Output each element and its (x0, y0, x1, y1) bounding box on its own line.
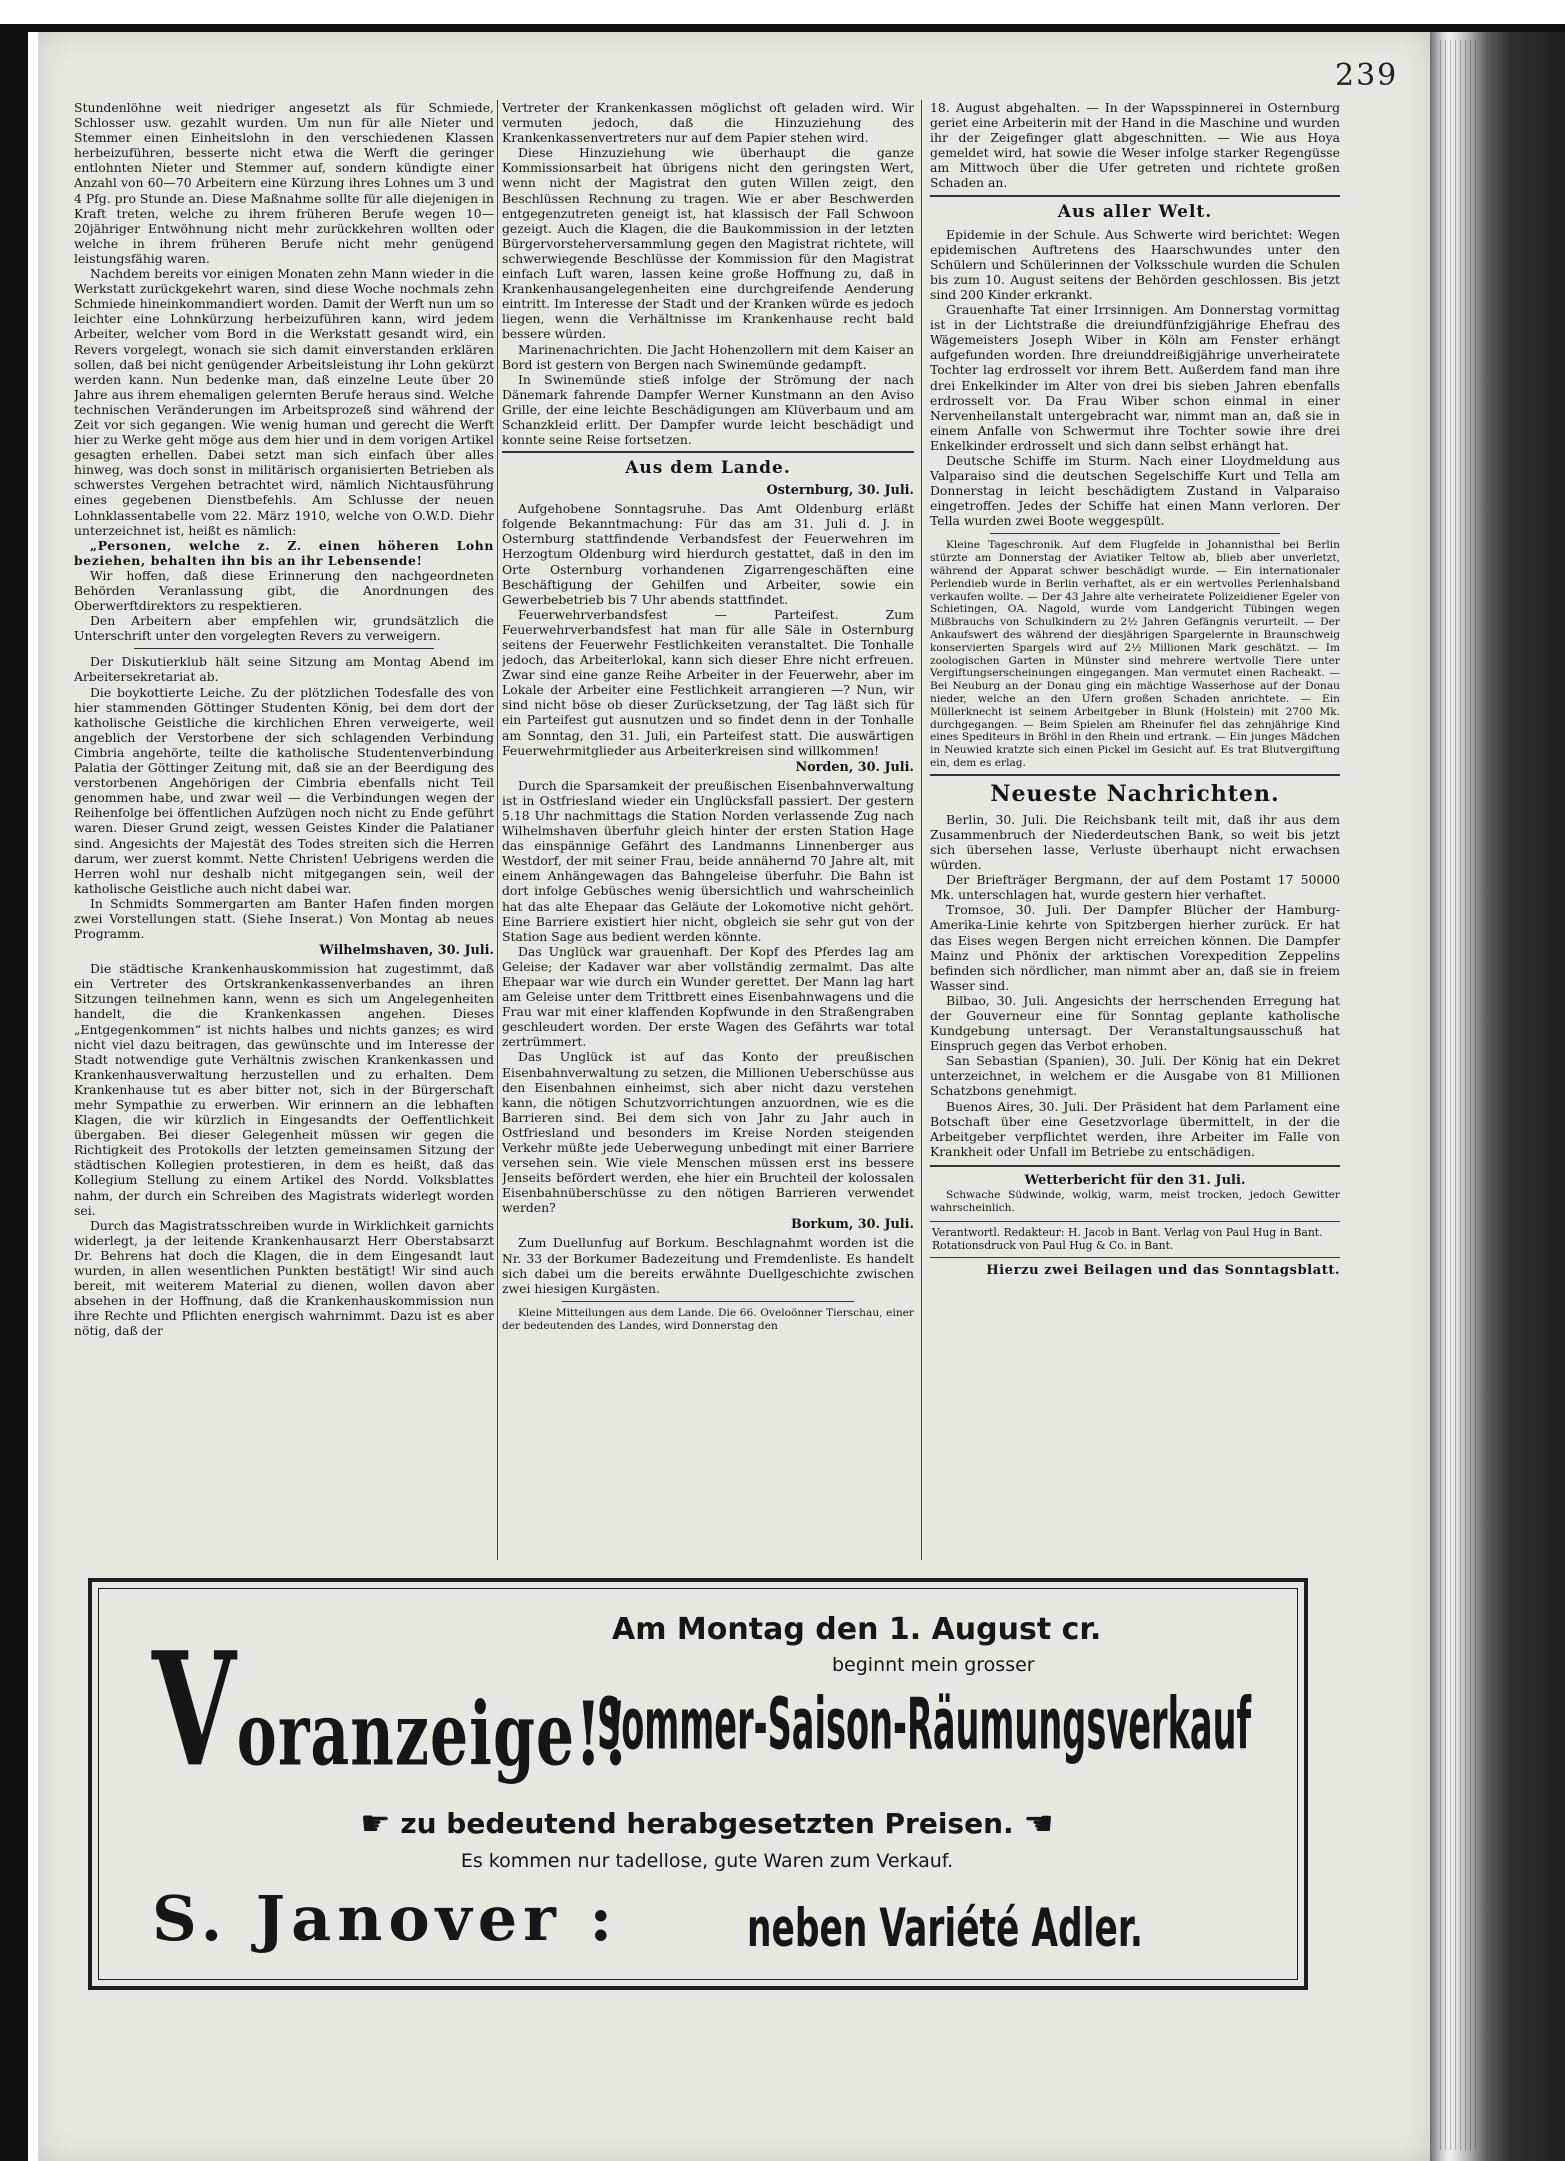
article-paragraph: Wir hoffen, daß diese Erinnerung den nachgeordneten Behörden Veranlassung gibt, die Anordnungen des Oberwerftdirektors zu respektieren. (74, 567, 494, 614)
separator (562, 1301, 854, 1302)
article-quote: „Personen, welche z. Z. einen höheren Lohn beziehen, behalten ihn bis an ihr Lebensende! (74, 537, 494, 568)
imprint: Verantwortl. Redakteur: H. Jacob in Bant. Verlag von Paul Hug in Bant. Rotationsdruck von Paul Hug & Co. in Bant. (930, 1221, 1340, 1258)
ad-colon: : (589, 1882, 613, 1955)
article-paragraph: In Schmidts Sommergarten am Banter Hafen finden morgen zwei Vorstellungen statt. (Siehe Inserat.) Von Montag ab neues Programm. (74, 895, 494, 942)
supplement-note: Hierzu zwei Beilagen und das Sonntagsblatt. (986, 1262, 1340, 1278)
ad-sale-title: Sommer-Saison-Räumungsverkauf (597, 1682, 1252, 1766)
dateline: Borkum, 30. Juli. (791, 1217, 914, 1233)
dateline: Wilhelmshaven, 30. Juli. (319, 943, 494, 959)
ad-prices-text: zu bedeutend herabgesetzten Preisen. (400, 1807, 1014, 1840)
article-paragraph: Das Unglück war grauenhaft. Der Kopf des Pferdes lag am Geleise; der Kadaver war aber vollständig zermalmt. Das alte Ehepaar war wie durch ein Wunder gerettet. Der Mann lag hart am Geleise unter dem Trittbrett eines Eisenbahnwagens und die Frau war mit einer klaffenden Kopfwunde in den Straßengraben geschleudert worden. Der erste Wagen des Gefährts war total zertrümmert. (502, 943, 914, 1050)
article-paragraph: Das Unglück ist auf das Konto der preußischen Eisenbahnverwaltung zu setzen, die Millionen Ueberschüsse aus den Eisenbahnen einheimst, sich aber nicht dazu verstehen kann, die nötigen Schutzvorrichtungen anzuordnen, wie es die Barrieren sind. Bei dem sich von Jahr zu Jahr auch in Ostfriesland und besonders im Kreise Norden steigenden Verkehr müßte jede Ueberwegung unbedingt mit einer Barriere versehen sein. Wie viele Menschen müssen erst ins bessere Jenseits befördert werden, ehe hier ein Bruchteil der kolossalen Eisenbahnüberschüsse zu den nötigen Barrieren verwendet werden? (502, 1049, 914, 1216)
article-paragraph: Den Arbeitern aber empfehlen wir, grundsätzlich die Unterschrift unter den vorgelegten Revers zu verweigern. (74, 613, 494, 644)
ad-location: neben Variété Adler. (747, 1897, 1143, 1959)
article-paragraph: Vertreter der Krankenkassen möglichst oft geladen wird. Wir vermuten jedoch, daß die Hinzuziehung des Krankenkassenvertreters nur auf dem Papier stehen wird. (502, 100, 914, 146)
article-paragraph: Grauenhafte Tat einer Irrsinnigen. Am Donnerstag vormittag ist in der Lichtstraße die dreiundfünfzigjährige Ehefrau des Wägemeisters Joseph Wiber in Köln am Fenster erhängt aufgefunden worden. Ihre dreiunddreißigjährige unverheiratete Tochter lag erdrosselt vor ihrem Bett. Außerdem fand man ihre drei Enkelkinder im Alter von drei bis sieben Jahren ebenfalls erdrosselt vor. Da Frau Wiber schon einmal in einer Nervenheilanstalt untergebracht war, nimmt man an, daß sie in einem Anfalle von Schwermut ihre Tochter sowie ihre drei Enkelkinder erdrosselt und sich dann selbst erhängt hat. (930, 302, 1340, 453)
article-paragraph: In Swinemünde stieß infolge der Strömung der nach Dänemark fahrende Dampfer Werner Kunstmann an den Aviso Grille, der eine leichte Beschädigungen am Klüverbaum und am Schanzkleid erlitt. Der Dampfer wurde leicht beschädigt und konnte seine Reise fortsetzen. (502, 371, 914, 448)
ad-headline-rest: oranzeige!! (236, 1684, 630, 1787)
article-paragraph: Deutsche Schiffe im Sturm. Nach einer Lloydmeldung aus Valparaiso sind die deutschen Segelschiffe Kurt und Tella am Donnerstag in leicht beschädigtem Zustand in Valparaiso eingetroffen. Jedes der Schiffe hat einen Mann verloren. Der Tella wurden zwei Boote weggespült. (930, 452, 1340, 529)
ad-company (152, 1882, 612, 1955)
separator (134, 648, 434, 649)
advertisement (88, 1578, 1308, 1990)
column-2 (502, 100, 914, 1560)
article-paragraph: Diese Hinzuziehung wie überhaupt die ganze Kommissionsarbeit hat übrigens nicht den geringsten Wert, wenn nicht der Magistrat den guten Willen zeigt, den Beschlüssen Rechnung zu tragen. Wie er aber Beschwerden entgegenzutreten geneigt ist, hat klassisch der Fall Schwoon gezeigt. Auch die Klagen, die die Baukommission in der letzten Bürgervorsteherversammlung gegen den Magistrat richtete, will schwerwiegende Beschlüsse der Kommission für den Magistrat einfach Luft waren, lassen keine große Hoffnung zu, daß in Krankenhausangelegenheiten eine durchgreifende Aenderung eintritt. Im Interesse der Stadt und der Kranken würde es jedoch liegen, wenn die Verhältnisse im Krankenhause recht bald bessere würden. (502, 145, 914, 342)
ad-company-name: S. Janover (152, 1882, 562, 1955)
section-heading: Aus dem Lande. (502, 451, 914, 479)
article-paragraph: Zum Duellunfug auf Borkum. Beschlagnahmt worden ist die Nr. 33 der Borkumer Badezeitung und Fremdenliste. Es handelt sich dabei um die bereits erwähnte Duellgeschichte zwischen zwei hiesigen Kurgästen. (502, 1235, 914, 1296)
news-item: Tromsoe, 30. Juli. Der Dampfer Blücher der Hamburg-Amerika-Linie kehrte von Spitzbergen hierher zurück. Er hat das Eises wegen Bergen nicht erreichen können. Die Dampfer Mainz und Phönix der arktischen Vorexpedition Zeppelins befinden sich nördlicher, man nimmt aber an, daß sie in freiem Wasser sind. (930, 902, 1340, 993)
article-paragraph: Durch die Sparsamkeit der preußischen Eisenbahnverwaltung ist in Ostfriesland wieder ein Unglücksfall passiert. Der gestern 5.18 Uhr nachmittags die Station Norden verlassende Zug nach Wilhelmshaven überfuhr gleich hinter der ersten Station Hage das einspännige Gefährt des Landmanns Linnenberger aus Westdorf, der mit seiner Frau, beide annähernd 70 Jahre alt, mit einem Anhängewagen das Bahngeleise überfuhr. Die Bahn ist dort infolge Gebüsches wenig übersichtlich und wahrscheinlich hat das alte Ehepaar das Geläute der Lokomotive nicht gehört. Eine Barriere existiert hier nicht, obgleich sie sehr gut von der Station Sage aus bedient werden könnte. (502, 777, 914, 944)
weather-text: Schwache Südwinde, wolkig, warm, meist trocken, jedoch Gewitter wahrscheinlich. (930, 1188, 1340, 1214)
column-1 (74, 100, 494, 1560)
column-rule-2 (921, 100, 922, 1560)
pointing-hand-icon: ☛ (360, 1804, 391, 1844)
scan-frame-top (0, 24, 1565, 32)
article-paragraph: Stundenlöhne weit niedriger angesetzt als für Schmiede, Schlosser usw. gezahlt wurden. Um nun für alle Nieter und Stemmer einen Einheitslohn in den verschiedenen Klassen herbeizuführen, besserte nicht etwa die Werft die geringer entlohnten Nieter und Stemmer auf, sondern kündigte einer Anzahl von 60—70 Arbeitern eine Kürzung ihres Lohnes um 3 und 4 Pfg. pro Stunde an. Diese Maßnahme sollte für alle diejenigen in Kraft treten, welche zu ihrem früheren Berufe wegen 10—20jähriger Entwöhnung nicht mehr zurückkehren wollten oder welche in ihrem früheren Berufe nicht mehr genügend leistungsfähig waren. (74, 100, 494, 266)
page-number: 239 (1335, 58, 1399, 93)
dateline: Osternburg, 30. Juli. (766, 483, 914, 499)
section-heading: Aus aller Welt. (930, 195, 1340, 223)
article-paragraph: Feuerwehrverbandsfest — Parteifest. Zum Feuerwehrverbandsfest hat man für alle Säle in Osternburg seitens der Feuerwehr Festlichkeiten veranstaltet. Die Tonhalle jedoch, das Arbeiterlokal, kann sich dieser Ehre nicht erfreuen. Zwar sind eine ganze Reihe Arbeiter in der Feuerwehr, aber im Lokale der Arbeiter eine Festlichkeit arrangieren —? Nun, wir sind nicht böse ob dieser Zurücksetzung, der Tag läßt sich für ein Parteifest gut ausnutzen und so findet denn in der Tonhalle am Sonntag, den 31. Juli, ein Parteifest statt. Die auswärtigen Feuerwehrmitglieder aus Arbeiterkreisen sind willkommen! (502, 606, 914, 758)
article-paragraph: Die städtische Krankenhauskommission hat zugestimmt, daß ein Vertreter des Ortskrankenkassenverbandes an ihren Sitzungen teilnehmen kann, wenn es sich um Angelegenheiten handelt, die die Krankenkassen angehen. Dieses „Entgegenkommen“ ist nichts halbes und nichts ganzes; es wird nicht viel dazu beitragen, das gewünschte und im Interesse der Stadt notwendige gute Verhältnis zwischen Krankenkassen und Krankenhausverwaltung herzustellen und zu erhalten. Dem Krankenhause tut es aber bitter not, sich in der Bürgerschaft mehr Sympathie zu erwerben. Wir erinnern an die lebhaften Klagen, die wir kürzlich in Eingesandts der Oeffentlichkeit übergaben. Bei dieser Gelegenheit müssen wir gegen die Richtigkeit des Protokolls der letzten gemeinsamen Sitzung der städtischen Kollegien protestieren, in dem es heißt, daß das Kollegium Stellung zu einem Artikel des Nordd. Volksblattes nahm, der durch ein Schreiben des Magistrats widerlegt worden sei. (74, 961, 494, 1218)
small-chronicle: Kleine Tageschronik. Auf dem Flugfelde in Johannisthal bei Berlin stürzte am Donnerstag der Aviatiker Teltow ab, blieb aber unverletzt, während der Apparat schwer beschädigt wurde. — Ein internationaler Perlendieb wurde in Berlin verhaftet, als er ein wertvolles Perlenhalsband verkaufen wollte. — Der 43 Jahre alte verheiratete Polizeidiener Egeler von Schietingen, OA. Nagold, wurde vom Landgericht Tübingen wegen Mißbrauchs von Schulkindern zu 2½ Jahren Gefängnis verurteilt. — Der Ankaufswert des während der diesjährigen Spargelernte in Braunschweig konservierten Spargels wird auf 2½ Millionen Mark geschätzt. — Im zoologischen Garten in Münster sind mehrere wertvolle Tiere unter Vergiftungserscheinungen eingegangen. Man vermutet einen Racheakt. — Bei Neuburg an der Donau ging ein mächtige Wasserhose auf der Donau nieder, welche an den Ufern großen Schaden anrichtete. — Ein Müllerknecht ist seinem Arbeitgeber in Blunk (Holstein) mit 2700 Mk. durchgegangen. — Beim Spielen am Rheinufer fiel das zehnjährige Kind eines Spediteurs in Bröhl in den Rhein und ertrank. — Ein junges Mädchen in Neuwied kratzte sich einen Pickel im Gesicht auf. Es trat Blutvergiftung ein, dem es erlag. (930, 539, 1340, 769)
article-paragraph: Marinenachrichten. Die Jacht Hohenzollern mit dem Kaiser an Bord ist gestern von Bergen nach Swinemünde gedampft. (502, 341, 914, 372)
separator (990, 533, 1280, 534)
article-paragraph: Epidemie in der Schule. Aus Schwerte wird berichtet: Wegen epidemischen Auftretens des Haarschwundes unter den Schülern und Schülerinnen der Volksschule wurden die Schulen bis zum 10. August seitens der Behörden geschlossen. Bis jetzt sind 200 Kinder erkrankt. (930, 226, 1340, 302)
ad-date-line: Am Montag den 1. August cr. (612, 1612, 1102, 1647)
ad-headline-initial: V (152, 1619, 237, 1803)
article-paragraph: Aufgehobene Sonntagsruhe. Das Amt Oldenburg erläßt folgende Bekanntmachung: Für das am 31. Juli d. J. in Osternburg stattfindende Verbandsfest der Feuerwehren im Herzogtum Oldenburg wird hierdurch gestattet, daß in den im Orte Osternburg vorhandenen Zigarrengeschäften eine Beschäftigung der Gehilfen und Arbeiter, sowie ein Gewerbebetrieb bis 7 Uhr abends stattfindet. (502, 501, 914, 607)
article-paragraph: 18. August abgehalten. — In der Wapsspinnerei in Osternburg geriet eine Arbeiterin mit der Hand in die Maschine und wurden ihr der Zeigefinger glatt abgeschnitten. — Wie aus Hoya gemeldet wird, hat sowie die Weser infolge starker Regengüsse am Mittwoch über die Ufer getreten und richtete großen Schaden an. (930, 100, 1340, 191)
news-item: Buenos Aires, 30. Juli. Der Präsident hat dem Parlament eine Botschaft über eine Gesetzvorlage übermittelt, in der die Arbeitgeber verpflichtet werden, ihre Arbeiter im Falle von Krankheit oder Unfall im Betriebe zu entschädigen. (930, 1098, 1340, 1159)
pointing-hand-left-icon: ☚ (1023, 1804, 1054, 1844)
dateline: Norden, 30. Juli. (795, 759, 914, 775)
separator (930, 1165, 1340, 1167)
article-paragraph: Nachdem bereits vor einigen Monaten zehn Mann wieder in die Werkstatt zurückgekehrt waren, sind diese Woche nochmals zehn Schmiede hineinkommandiert worden. Damit der Werft nun um so leichter eine Lohnkürzung herbeizuführen kann, wird jedem Arbeiter, welcher vom Bord in die Werkstatt gesandt wird, ein Revers vorgelegt, wonach sie sich damit einverstanden erklären sollen, daß bei nicht genügender Arbeitsleistung ihr Lohn gekürzt werden kann. Nun bedenke man, daß einzelne Leute über 20 Jahre aus ihrem ehemaligen gelernten Berufe heraus sind. Welche technischen Veränderungen im Arbeitsprozeß sind während der Zeit vor sich gegangen. Wie wenig human und gerecht die Werft hier zu Werke geht möge aus dem hier und in dem vorigen Artikel gesagten erhellen. Dabei setzt man sich einfach über alles hinweg, was doch sonst in militärisch organisierten Betrieben als schwerstes Vergehen betrachtet wird, nämlich Nichtausführung eines gegebenen Dienstbefehls. Am Schlusse der neuen Lohnklassentabelle vom 22. März 1910, welche von O.W.D. Diehr unterzeichnet ist, heißt es nämlich: (74, 266, 494, 538)
ad-prices-line (292, 1802, 1122, 1842)
ad-begins-line: beginnt mein grosser (832, 1654, 1035, 1676)
article-paragraph: Der Diskutierklub hält seine Sitzung am Montag Abend im Arbeitersekretariat ab. (74, 654, 494, 685)
column-3 (930, 100, 1340, 1560)
news-item: Bilbao, 30. Juli. Angesichts der herrschenden Erregung hat der Gouverneur eine für Sonntag geplante katholische Kundgebung untersagt. Der Veranstaltungsausschuß hat Einspruch gegen das Verbot erhoben. (930, 992, 1340, 1054)
section-heading-news: Neueste Nachrichten. (930, 774, 1340, 808)
ad-headline (152, 1619, 630, 1803)
weather-heading: Wetterbericht für den 31. Juli. (1024, 1172, 1246, 1188)
news-item: Berlin, 30. Juli. Die Reichsbank teilt mit, daß ihr aus dem Zusammenbruch der Niederdeutschen Bank, so weit bis jetzt sich übersehen lasse, Verluste überhaupt nicht erwachsen würden. (930, 811, 1340, 873)
page-edges (1440, 40, 1476, 2150)
article-paragraph: Die boykottierte Leiche. Zu der plötzlichen Todesfalle des von hier stammenden Göttinger Studenten König, bei dem dort der katholische Geistliche die kirchlichen Ehren verweigerte, weil angeblich der Verstorbene der sich schlagenden Verbindung Cimbria angehörte, teilte die katholische Studentenverbindung Palatia der Göttinger Zeitung mit, daß sie an der Beerdigung des verstorbenen Angehörigen der Cimbria ebenfalls nicht Teil genommen habe, und zwar weil — die Verbindungen wegen der Reihenfolge bei öffentlichen Aufzügen noch nicht zu Ende geführt waren. Dieser Grund zeigt, wessen Geistes Kinder die Palatianer sind. Angesichts der Majestät des Todes streiten sich die Herren darum, wer zuerst kommt. Nette Christen! Uebrigens werden die Herren wohl nur deshalb nicht mitgegangen sein, weil der katholische Geistliche auch nicht dabei war. (74, 684, 494, 896)
ad-goods-line: Es kommen nur tadellose, gute Waren zum Verkauf. (460, 1850, 954, 1872)
news-item: San Sebastian (Spanien), 30. Juli. Der König hat ein Dekret unterzeichnet, in welchem er die Ausgabe von 81 Millionen Schatzbons genehmigt. (930, 1053, 1340, 1099)
scan-frame-left (0, 24, 28, 2161)
column-rule-1 (497, 100, 498, 1560)
small-note: Kleine Mitteilungen aus dem Lande. Die 66. Oveloönner Tierschau, einer der bedeutenden des Landes, wird Donnerstag den (502, 1306, 914, 1332)
article-paragraph: Durch das Magistratsschreiben wurde in Wirklichkeit garnichts widerlegt, ja der leitende Krankenhausarzt Herr Oberstabsarzt Dr. Behrens hat doch die Klagen, die in dem Eingesandt laut wurden, in allen wesentlichen Punkten bestätigt! Wir sind auch bereit, mit weiterem Material zu dienen, wollen davon aber absehen in der Hoffnung, daß die Krankenhauskommission nun ihre Rechte und Pflichten energisch wahrnimmt. Dazu ist es aber nötig, daß der (74, 1217, 494, 1339)
news-item: Der Briefträger Bergmann, der auf dem Postamt 17 50000 Mk. unterschlagen hat, wurde gestern hier verhaftet. (930, 872, 1340, 903)
